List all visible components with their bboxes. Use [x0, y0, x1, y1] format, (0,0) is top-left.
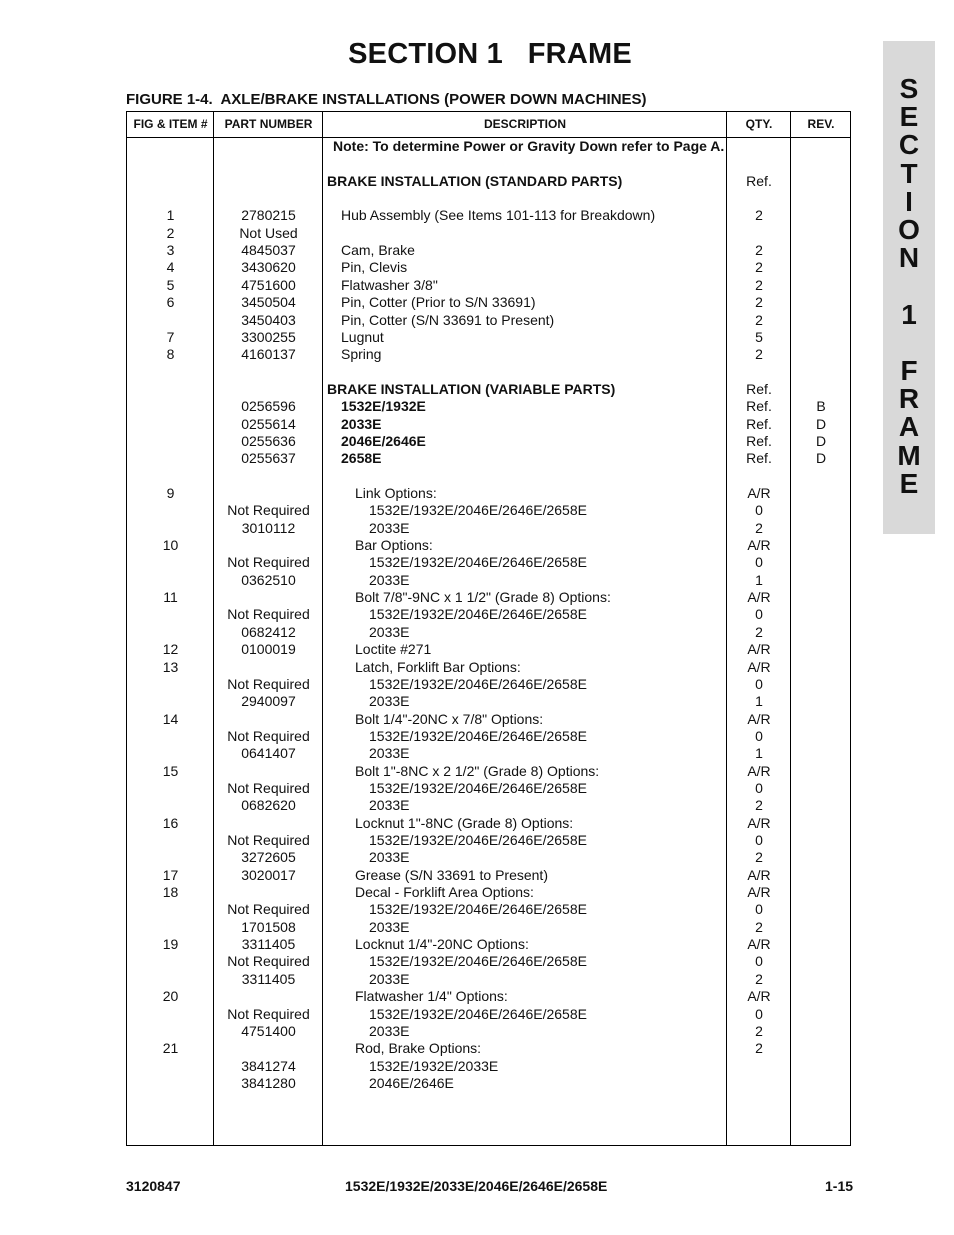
cell-description: Spring — [341, 346, 382, 363]
side-tab-letter: M — [897, 439, 921, 471]
cell-part-number: Not Required — [227, 1005, 310, 1022]
table-row — [127, 485, 850, 502]
cell-quantity: 2 — [755, 276, 763, 293]
table-row — [127, 745, 850, 762]
side-tab-letter: S — [899, 73, 919, 104]
cell-part-number: 3841274 — [241, 1057, 296, 1074]
cell-description: 2033E — [369, 918, 410, 935]
cell-quantity: 2 — [755, 1040, 763, 1057]
cell-part-number: 3450504 — [241, 294, 296, 311]
cell-description: 2046E/2646E — [341, 432, 426, 449]
cell-description: Flatwasher 1/4" Options: — [355, 988, 508, 1005]
cell-part-number: 3450403 — [241, 311, 296, 328]
table-row — [127, 589, 850, 606]
cell-part-number: 0255636 — [241, 432, 296, 449]
table-row — [127, 312, 850, 329]
figure-title: FIGURE 1-4. AXLE/BRAKE INSTALLATIONS (POWER DOWN MACHINES) — [126, 91, 647, 108]
cell-item-number: 18 — [162, 884, 179, 901]
cell-part-number: Not Used — [239, 224, 298, 241]
cell-part-number: 3311405 — [241, 936, 296, 953]
table-row — [127, 173, 850, 190]
cell-quantity: 2 — [755, 346, 763, 363]
cell-item-number: 9 — [166, 485, 175, 501]
footer-doc-number: 3120847 — [126, 1178, 181, 1194]
cell-part-number: Not Required — [227, 953, 310, 970]
cell-description: Bolt 1"-8NC x 2 1/2" (Grade 8) Options: — [355, 762, 600, 779]
cell-quantity: Ref. — [746, 172, 772, 189]
cell-part-number: 4751600 — [241, 276, 296, 293]
cell-quantity: A/R — [747, 988, 771, 1005]
cell-quantity: 0 — [755, 675, 763, 692]
cell-quantity: A/R — [747, 641, 771, 658]
side-tab-letter: E — [899, 101, 919, 133]
table-row — [127, 381, 850, 398]
table-row — [127, 606, 850, 623]
table-row — [127, 450, 850, 467]
cell-revision: B — [816, 398, 826, 415]
cell-description: Lugnut — [341, 328, 384, 345]
table-row — [127, 936, 850, 953]
cell-part-number: 0362510 — [241, 571, 296, 588]
table-row — [127, 953, 850, 970]
footer-models: 1532E/1932E/2033E/2046E/2646E/2658E — [345, 1178, 608, 1194]
cell-quantity: Ref. — [746, 415, 772, 432]
cell-description: Locknut 1/4"-20NC Options: — [355, 936, 529, 953]
side-tab-letter: R — [898, 383, 920, 415]
cell-description: BRAKE INSTALLATION (STANDARD PARTS) — [327, 172, 623, 189]
table-row — [127, 1040, 850, 1057]
cell-part-number: Not Required — [227, 554, 310, 571]
table-row — [127, 416, 850, 433]
cell-description: Pin, Clevis — [341, 259, 408, 276]
cell-part-number: 0100019 — [241, 641, 296, 658]
cell-quantity: 0 — [755, 953, 763, 970]
table-row — [127, 346, 850, 363]
cell-description: Note: To determine Power or Gravity Down refer to Page A. — [333, 138, 725, 154]
table-row — [127, 225, 850, 242]
cell-description: Grease (S/N 33691 to Present) — [355, 866, 548, 883]
table-row — [127, 971, 850, 988]
table-row — [127, 919, 850, 936]
cell-part-number: Not Required — [227, 727, 310, 744]
table-row — [127, 294, 850, 311]
cell-item-number: 12 — [162, 641, 179, 658]
cell-description: 1532E/1932E/2046E/2646E/2658E — [369, 502, 587, 519]
table-row — [127, 1023, 850, 1040]
table-row — [127, 277, 850, 294]
section-title: SECTION 1 FRAME — [348, 38, 632, 70]
section-side-tab — [883, 41, 935, 534]
table-row — [127, 190, 850, 207]
cell-part-number: 0255614 — [241, 415, 296, 432]
cell-description: Locknut 1"-8NC (Grade 8) Options: — [355, 814, 574, 831]
cell-item-number: 17 — [162, 866, 179, 883]
cell-part-number: 4845037 — [241, 242, 296, 259]
cell-part-number: 4160137 — [241, 346, 296, 363]
cell-quantity: 1 — [755, 745, 763, 762]
cell-description: Loctite #271 — [355, 641, 432, 658]
cell-description: Pin, Cotter (S/N 33691 to Present) — [341, 311, 555, 328]
table-row — [127, 797, 850, 814]
cell-quantity: Ref. — [746, 432, 772, 449]
cell-quantity: A/R — [747, 884, 771, 901]
side-tab-letter: F — [900, 355, 918, 386]
table-row — [127, 520, 850, 537]
cell-part-number: Not Required — [227, 606, 310, 623]
cell-part-number: 3311405 — [241, 970, 296, 987]
cell-quantity: A/R — [747, 936, 771, 953]
cell-revision: D — [815, 450, 827, 467]
cell-part-number: Not Required — [227, 502, 310, 519]
cell-item-number: 11 — [163, 589, 178, 606]
cell-part-number: 3272605 — [241, 849, 296, 866]
cell-item-number: 19 — [162, 936, 179, 953]
side-tab-letter: N — [898, 242, 920, 274]
cell-description: 2033E — [369, 797, 410, 814]
table-row — [127, 433, 850, 450]
cell-quantity: 0 — [755, 1005, 763, 1022]
cell-quantity: 0 — [755, 832, 763, 848]
cell-description: Bolt 7/8"-9NC x 1 1/2" (Grade 8) Options: — [355, 589, 611, 606]
table-row — [127, 572, 850, 589]
cell-item-number: 13 — [162, 658, 179, 675]
column-header-qty: QTY. — [745, 117, 773, 131]
cell-part-number: Not Required — [227, 779, 310, 796]
cell-item-number: 6 — [166, 294, 175, 311]
cell-item-number: 1 — [166, 207, 175, 224]
cell-quantity: A/R — [747, 485, 771, 501]
table-row — [127, 242, 850, 259]
cell-quantity: 2 — [755, 294, 763, 311]
cell-quantity: 2 — [755, 797, 763, 814]
table-row — [127, 155, 850, 172]
cell-quantity: 2 — [755, 242, 763, 259]
cell-quantity: 0 — [755, 901, 763, 918]
table-row — [127, 1075, 850, 1092]
cell-description: Pin, Cotter (Prior to S/N 33691) — [341, 294, 536, 311]
cell-description: 1532E/1932E/2046E/2646E/2658E — [369, 953, 587, 970]
cell-quantity: 2 — [755, 623, 763, 640]
cell-description: Decal - Forklift Area Options: — [355, 884, 534, 901]
cell-description: 2033E — [369, 623, 410, 640]
cell-part-number: 0641407 — [241, 745, 296, 762]
table-row — [127, 884, 850, 901]
cell-description: 1532E/1932E/2046E/2646E/2658E — [369, 675, 587, 692]
cell-item-number: 20 — [162, 988, 179, 1005]
cell-quantity: 2 — [755, 207, 763, 224]
cell-item-number: 10 — [162, 537, 179, 554]
cell-description: 2033E — [369, 519, 410, 536]
column-header-part: PART NUMBER — [224, 117, 313, 131]
table-row — [127, 1006, 850, 1023]
table-row — [127, 711, 850, 728]
cell-description: 1532E/1932E/2046E/2646E/2658E — [369, 606, 587, 623]
cell-part-number: 1701508 — [241, 918, 296, 935]
cell-description: 1532E/1932E/2046E/2646E/2658E — [369, 901, 587, 918]
cell-item-number: 14 — [162, 710, 179, 727]
cell-description: 1532E/1932E — [341, 398, 426, 415]
cell-description: 2033E — [341, 415, 382, 432]
cell-part-number: 4751400 — [241, 1022, 296, 1039]
column-header-rev: REV. — [807, 117, 835, 131]
cell-quantity: A/R — [747, 658, 771, 675]
table-row — [127, 207, 850, 224]
cell-quantity: 0 — [755, 554, 763, 571]
table-row — [127, 537, 850, 554]
table-row — [127, 398, 850, 415]
cell-quantity: A/R — [747, 814, 771, 831]
table-row — [127, 659, 850, 676]
cell-description: BRAKE INSTALLATION (VARIABLE PARTS) — [327, 380, 616, 397]
cell-item-number: 15 — [162, 762, 179, 779]
table-row — [127, 815, 850, 832]
table-row — [127, 554, 850, 571]
cell-part-number: Not Required — [227, 832, 310, 848]
table-row — [127, 901, 850, 918]
side-tab-letter: 1 — [901, 298, 917, 330]
cell-quantity: 2 — [755, 849, 763, 866]
cell-quantity: Ref. — [746, 398, 772, 415]
cell-quantity: Ref. — [746, 380, 772, 397]
cell-quantity: A/R — [747, 762, 771, 779]
cell-item-number: 7 — [166, 328, 175, 345]
cell-part-number: Not Required — [227, 675, 310, 692]
table-row — [127, 364, 850, 381]
cell-description: Cam, Brake — [341, 242, 415, 259]
side-tab-letter: I — [905, 185, 913, 217]
cell-description: 2033E — [369, 571, 410, 588]
cell-quantity: 0 — [755, 502, 763, 519]
cell-part-number: Not Required — [227, 901, 310, 918]
cell-item-number: 21 — [162, 1040, 179, 1057]
cell-part-number: 3430620 — [241, 259, 296, 276]
parts-table — [126, 111, 851, 1146]
cell-description: 2033E — [369, 849, 410, 866]
cell-description: 2033E — [369, 970, 410, 987]
cell-description: Link Options: — [355, 485, 437, 501]
cell-item-number: 16 — [162, 814, 179, 831]
cell-item-number: 4 — [166, 259, 175, 276]
cell-quantity: 5 — [755, 328, 763, 345]
footer-page-number: 1-15 — [825, 1178, 854, 1194]
cell-part-number: 2780215 — [241, 207, 296, 224]
cell-part-number: 0256596 — [241, 398, 296, 415]
table-row — [127, 693, 850, 710]
cell-quantity: 2 — [755, 259, 763, 276]
cell-quantity: 0 — [755, 779, 763, 796]
cell-part-number: 0255637 — [241, 450, 296, 467]
cell-description: 1532E/1932E/2046E/2646E/2658E — [369, 554, 587, 571]
cell-item-number: 8 — [166, 346, 175, 363]
table-row — [127, 849, 850, 866]
cell-description: Flatwasher 3/8" — [341, 276, 438, 293]
table-row — [127, 468, 850, 485]
cell-part-number: 3020017 — [241, 866, 296, 883]
cell-part-number: 0682412 — [241, 623, 296, 640]
column-header-description: DESCRIPTION — [483, 117, 566, 131]
cell-quantity: 2 — [755, 311, 763, 328]
side-tab-letter: T — [900, 157, 918, 189]
side-tab-letter: C — [898, 129, 920, 161]
table-row — [127, 259, 850, 276]
cell-revision: D — [815, 415, 827, 432]
cell-quantity: 1 — [755, 571, 763, 588]
cell-description: 1532E/1932E/2046E/2646E/2658E — [369, 779, 587, 796]
cell-description: 2658E — [341, 450, 382, 467]
table-row — [127, 728, 850, 745]
table-row — [127, 329, 850, 346]
cell-quantity: 1 — [755, 693, 763, 710]
column-header-item: FIG & ITEM # — [133, 117, 208, 131]
cell-part-number: 3010112 — [241, 519, 296, 536]
cell-description: 1532E/1932E/2033E — [369, 1057, 499, 1074]
cell-quantity: A/R — [747, 710, 771, 727]
table-row — [127, 988, 850, 1005]
cell-part-number: 3841280 — [241, 1074, 296, 1091]
cell-quantity: 2 — [755, 918, 763, 935]
cell-quantity: A/R — [747, 537, 771, 554]
table-row — [127, 502, 850, 519]
cell-description: Latch, Forklift Bar Options: — [355, 658, 521, 675]
cell-description: 1532E/1932E/2046E/2646E/2658E — [369, 727, 587, 744]
cell-revision: D — [815, 432, 827, 449]
cell-item-number: 5 — [166, 276, 175, 293]
table-row — [127, 832, 850, 849]
cell-quantity: 2 — [755, 1022, 763, 1039]
table-row — [127, 676, 850, 693]
side-tab-letter: A — [898, 411, 920, 443]
table-row — [127, 763, 850, 780]
cell-quantity: 2 — [755, 519, 763, 536]
cell-part-number: 2940097 — [241, 693, 296, 710]
table-row — [127, 641, 850, 658]
cell-description: Bar Options: — [355, 537, 433, 554]
cell-item-number: 3 — [166, 242, 175, 259]
table-row — [127, 138, 850, 155]
cell-description: 2033E — [369, 693, 410, 710]
cell-quantity: A/R — [747, 866, 771, 883]
side-tab-letter: E — [899, 467, 919, 499]
cell-description: 2046E/2646E — [369, 1074, 454, 1091]
side-tab-letter: O — [898, 214, 920, 245]
cell-quantity: 0 — [755, 727, 763, 744]
table-row — [127, 780, 850, 797]
cell-quantity: 0 — [755, 606, 763, 623]
table-row — [127, 867, 850, 884]
table-row — [127, 1058, 850, 1075]
cell-quantity: 2 — [755, 970, 763, 987]
table-row — [127, 624, 850, 641]
cell-description: Bolt 1/4"-20NC x 7/8" Options: — [355, 710, 544, 727]
cell-description: 1532E/1932E/2046E/2646E/2658E — [369, 832, 587, 848]
cell-quantity: Ref. — [746, 450, 772, 467]
cell-part-number: 3300255 — [241, 328, 296, 345]
cell-description: Rod, Brake Options: — [355, 1040, 482, 1057]
cell-part-number: 0682620 — [241, 797, 296, 814]
cell-description: 2033E — [369, 745, 410, 762]
cell-description: 2033E — [369, 1022, 410, 1039]
cell-quantity: A/R — [747, 589, 771, 606]
cell-item-number: 2 — [166, 224, 175, 241]
cell-description: Hub Assembly (See Items 101-113 for Breakdown) — [341, 207, 656, 224]
cell-description: 1532E/1932E/2046E/2646E/2658E — [369, 1005, 587, 1022]
